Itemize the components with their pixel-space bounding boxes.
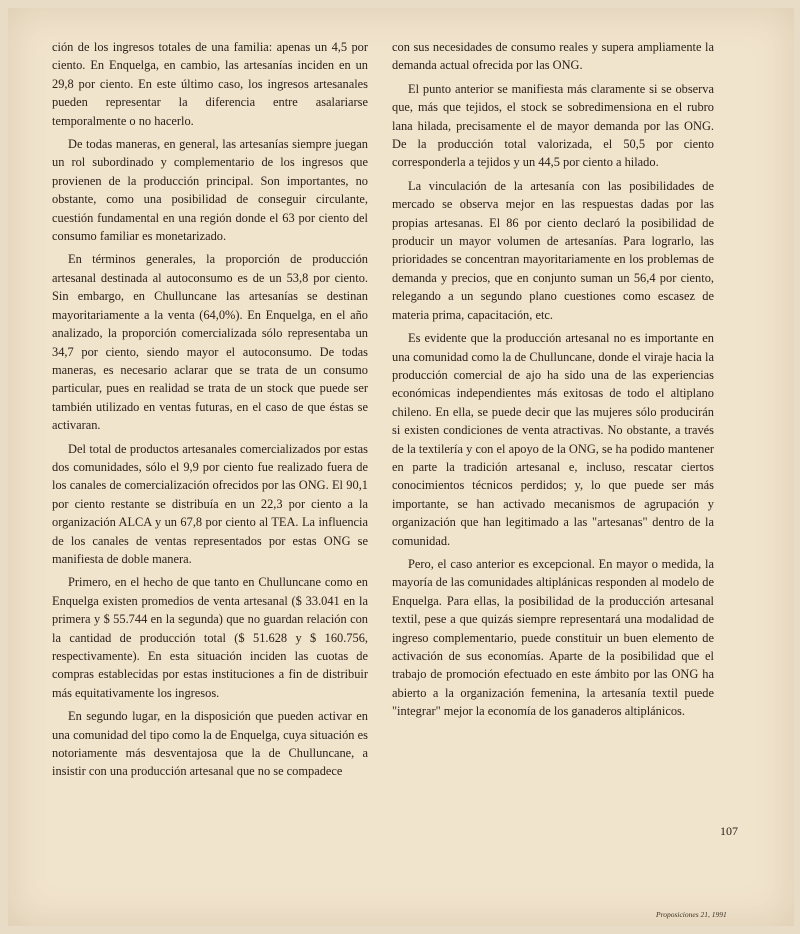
page-number: 107 (720, 824, 738, 838)
paragraph: Es evidente que la producción artesanal no es importante en una comunidad como la de Chulluncane, donde el viraje hacia la producción comercial de ajo ha sido una de las experiencias económicas independientes más exitosas de todo el altiplano chileno. En ella, se puede decir que las mujeres sólo producirán si existen condiciones de venta atractivas. No obstante, a través de la textilería y con el apoyo de la ONG, se ha podido mantener en parte la tradición artesanal e, incluso, rescatar ciertos conocimientos técnicos perdidos; y, lo que puede ser más importante, se han activado mecanismos de agrupación y organización que han legitimado a las "artesanas" dentro de la comunidad. (392, 331, 714, 548)
paragraph: ción de los ingresos totales de una familia: apenas un 4,5 por ciento. En Enquelga, en cambio, las artesanías inciden en un 29,8 por ciento. En este último caso, los ingresos artesanales pueden representar la diferencia entre asalariarse temporalmente o no hacerlo. (52, 40, 368, 128)
left-text-column (52, 38, 368, 786)
paragraph: con sus necesidades de consumo reales y supera ampliamente la demanda actual ofrecida por las ONG. (392, 40, 714, 73)
right-text-column (392, 38, 714, 726)
footer-citation: Proposiciones 21, 1991 (656, 910, 727, 919)
paragraph: En términos generales, la proporción de producción artesanal destinada al autoconsumo es de un 53,8 por ciento. Sin embargo, en Chulluncane las artesanías se destinan mayoritariamente a la venta (64,0%). En Enquelga, en el año analizado, la proporción comercializada sólo representaba un 34,7 por ciento, siendo mayor el autoconsumo. De todas maneras, es necesario aclarar que se trata de un consumo particular, pues en realidad se trata de un stock que puede ser también utilizado en ventas futuras, en el caso de que éstas se activaran. (52, 252, 368, 433)
paragraph: En segundo lugar, en la disposición que pueden activar en una comunidad del tipo como la de Enquelga, cuya situación es notoriamente más desventajosa que la de Chulluncane, a insistir con una producción artesanal que no se compadece (52, 709, 368, 779)
paragraph: Primero, en el hecho de que tanto en Chulluncane como en Enquelga existen promedios de venta artesanal ($ 33.041 en la primera y $ 55.744 en la segunda) que no guardan relación con la cantidad de producción total ($ 51.628 y $ 160.756, respectivamente). En esta situación inciden las cuotas de compras establecidas por estas instituciones a fin de distribuir más equitativamente los ingresos. (52, 575, 368, 700)
paragraph: La vinculación de la artesanía con las posibilidades de mercado se observa mejor en las respuestas dadas por las propias artesanas. El 86 por ciento declaró la posibilidad de producir un mayor volumen de artesanías. Para lograrlo, las prioridades se concentran mayoritariamente en los problemas de demanda y precios, que en conjunto suman un 56,4 por ciento, relegando a un segundo plano cuestiones como escasez de materia prima, capacitación, etc. (392, 178, 714, 322)
book-page (8, 8, 794, 926)
paragraph: Del total de productos artesanales comercializados por estas dos comunidades, sólo el 9,9 por ciento fue realizado fuera de los canales de comercialización ofrecidos por las ONG. El 90,1 por ciento restante se distribuía en un 22,3 por ciento a la organización ALCA y un 67,8 por ciento al TEA. La influencia de los canales de ventas representados por estas ONG se manifiesta de doble manera. (52, 441, 368, 566)
paragraph: El punto anterior se manifiesta más claramente si se observa que, más que tejidos, el stock se sobredimensiona en el rubro lana hilada, precisamente el de mayor demanda por las ONG. De la producción total valorizada, el 50,5 por ciento corresponderla a tejidos y un 44,5 por ciento a hilado. (392, 81, 714, 170)
paragraph: Pero, el caso anterior es excepcional. En mayor o medida, la mayoría de las comunidades altiplánicas responden al modelo de Enquelga. Para ellas, la posibilidad de la producción artesanal textil, pese a que quizás siempre representará una modalidad de ingreso complementario, puede constituir un buen elemento de activación de sus economías. Aparte de la posibilidad que el trabajo de promoción efectuado en este ámbito por las ONG ha abierto a la organización femenina, la artesanía textil puede "integrar" mejor la economía de los ganaderos altiplánicos. (392, 556, 714, 719)
paragraph: De todas maneras, en general, las artesanías siempre juegan un rol subordinado y complementario de los ingresos que provienen de la producción principal. Son importantes, no obstante, como una posibilidad de conseguir circulante, cuestión fundamental en una región donde el 63 por ciento del consumo familiar es monetarizado. (52, 137, 368, 244)
